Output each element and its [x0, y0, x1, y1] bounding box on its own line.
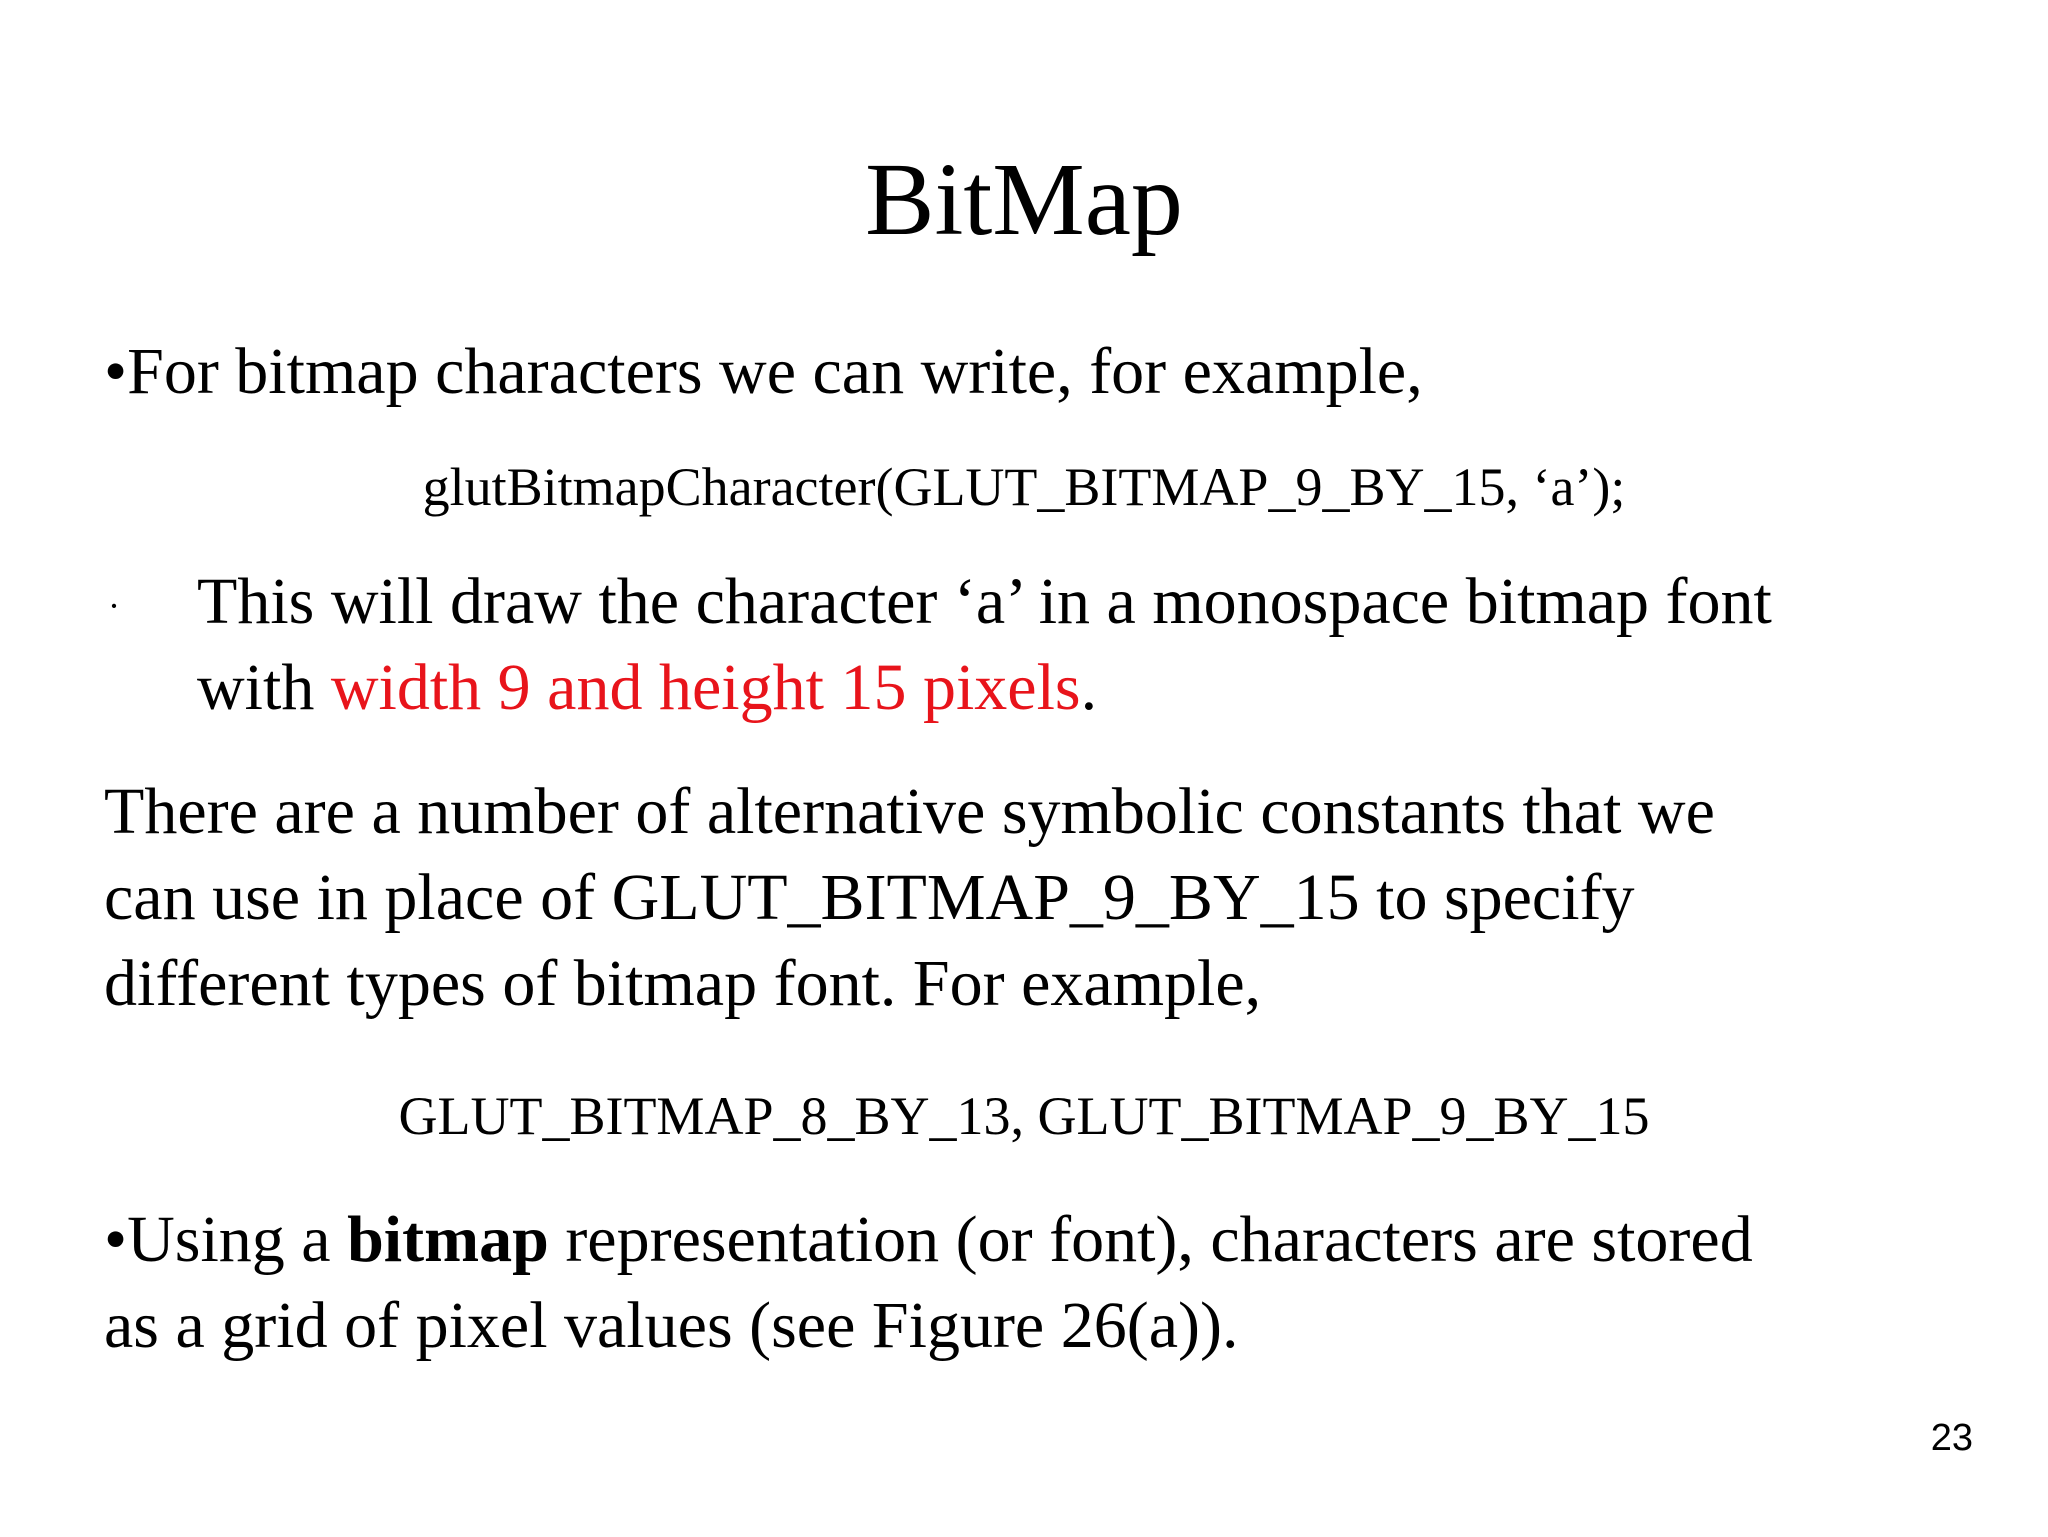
- code-example-2: GLUT_BITMAP_8_BY_13, GLUT_BITMAP_9_BY_15: [398, 1086, 1650, 1146]
- paragraph-line-3: different types of bitmap font. For example,: [104, 947, 1262, 1020]
- text-segment: Using a: [127, 1203, 348, 1276]
- bullet-marker: •: [104, 1203, 128, 1276]
- bullet-item-3-line-1: [104, 1198, 1753, 1282]
- slide-title: BitMap: [865, 142, 1183, 257]
- paragraph-line-2: can use in place of GLUT_BITMAP_9_BY_15 to specify: [104, 861, 1635, 934]
- page-number: 23: [1930, 1417, 1973, 1459]
- bullet-item-1: [104, 330, 1423, 414]
- paragraph-line-1: There are a number of alternative symbolic constants that we: [104, 775, 1715, 848]
- bullet-marker-small: ·: [108, 586, 120, 626]
- text-segment: .: [1080, 651, 1098, 724]
- bullet-marker: •: [104, 335, 128, 408]
- bullet-text: For bitmap characters we can write, for example,: [127, 335, 1423, 408]
- bullet-item-2-line-2: [197, 646, 1097, 730]
- bullet-item-2-line-1: This will draw the character ‘a’ in a monospace bitmap font: [197, 565, 1772, 638]
- text-segment: representation (or font), characters are stored: [548, 1203, 1753, 1276]
- code-example-1: glutBitmapCharacter(GLUT_BITMAP_9_BY_15, ‘a’);: [422, 457, 1626, 517]
- bold-term: bitmap: [347, 1203, 549, 1276]
- text-segment: with: [197, 651, 331, 724]
- bullet-item-3-line-2: as a grid of pixel values (see Figure 26(a)).: [104, 1289, 1239, 1362]
- highlighted-text: width 9 and height 15 pixels: [330, 651, 1081, 724]
